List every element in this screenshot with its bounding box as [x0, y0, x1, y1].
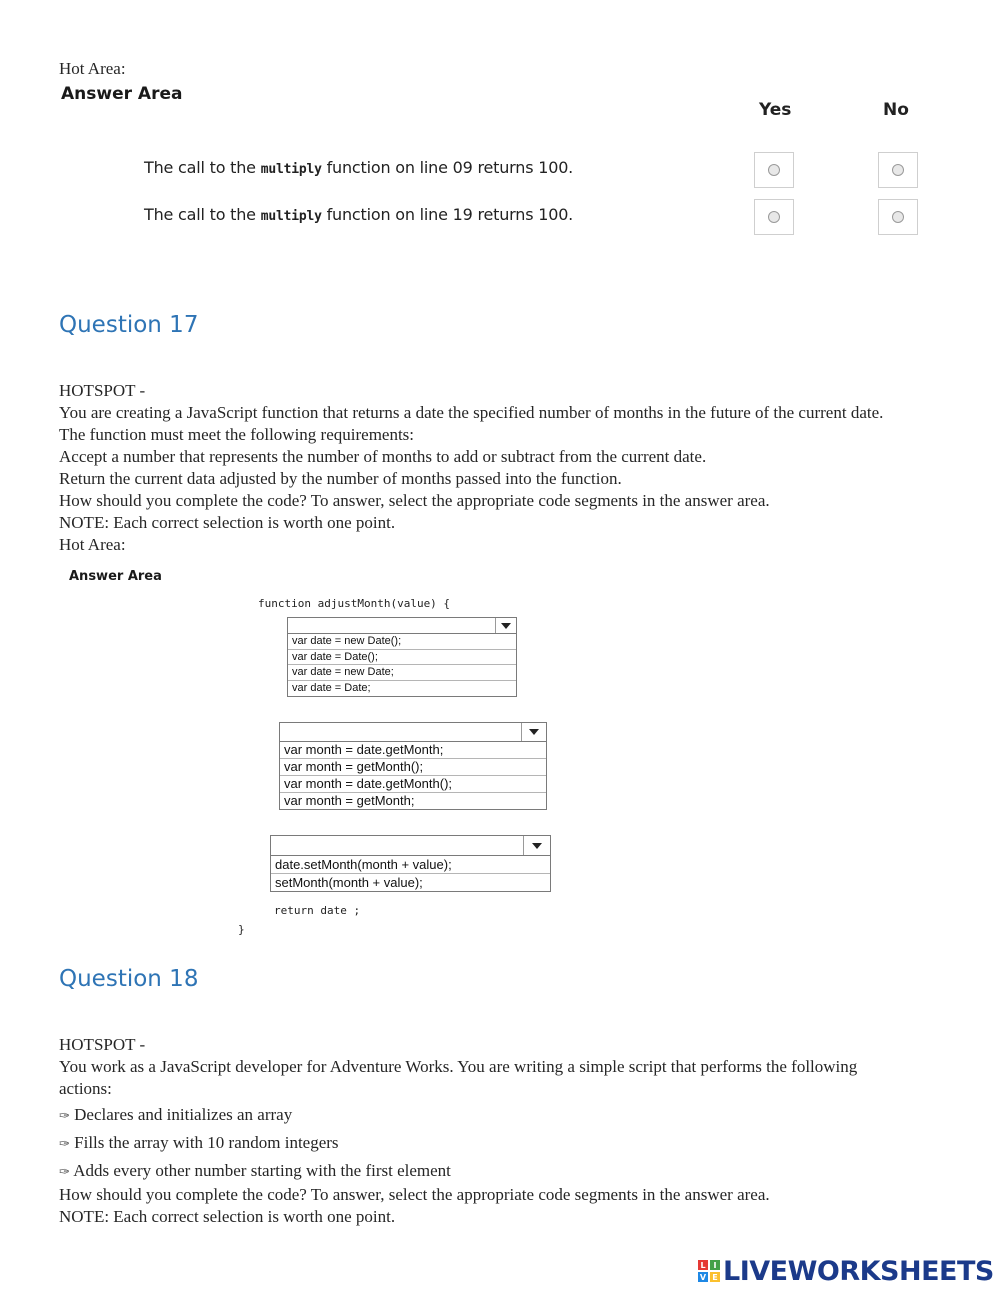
q17-answer-area — [60, 562, 580, 942]
liveworksheets-logo — [698, 1256, 994, 1286]
q18-bullet — [59, 1160, 959, 1184]
dropdown-option[interactable]: var month = date.getMonth(); — [280, 776, 546, 793]
bullet-text: Fills the array with 10 random integers — [74, 1133, 339, 1152]
radio-icon — [892, 164, 904, 176]
logo-tile: E — [710, 1272, 720, 1282]
logo-text: LIVEWORKSHEETS — [723, 1255, 994, 1287]
q16-statement-2 — [144, 205, 573, 224]
statement-text: function on line 09 returns 100. — [321, 158, 574, 177]
radio-icon — [768, 211, 780, 223]
q17-dropdown-month[interactable] — [279, 722, 547, 810]
q17-answer-area-title: Answer Area — [69, 569, 162, 584]
dropdown-option[interactable]: var month = date.getMonth; — [280, 742, 546, 759]
q18-heading: Question 18 — [59, 966, 199, 992]
q17-dropdown-setmonth[interactable] — [270, 835, 551, 892]
q16-answer-area-title: Answer Area — [61, 84, 183, 104]
q18-line: How should you complete the code? To answer, select the appropriate code segments in the answer area. — [59, 1185, 770, 1204]
q16-answer-area — [55, 80, 935, 250]
radio-icon — [892, 211, 904, 223]
chevron-down-icon[interactable] — [521, 723, 546, 741]
code-function-open: function adjustMonth(value) { — [258, 597, 451, 610]
q17-line: Hot Area: — [59, 535, 126, 554]
logo-tile: L — [698, 1260, 708, 1270]
dropdown-header[interactable] — [271, 836, 550, 856]
q17-body — [59, 380, 979, 556]
code-function-close: } — [238, 923, 245, 936]
q17-line: Return the current data adjusted by the number of months passed into the function. — [59, 469, 622, 488]
q18-bullet — [59, 1104, 959, 1128]
bullet-arrow-icon: ✑ — [59, 1137, 70, 1152]
q17-line: How should you complete the code? To answer, select the appropriate code segments in the answer area. — [59, 491, 770, 510]
dropdown-option[interactable]: var month = getMonth(); — [280, 759, 546, 776]
dropdown-option[interactable]: setMonth(month + value); — [275, 875, 423, 890]
q17-heading: Question 17 — [59, 312, 199, 338]
q18-line: actions: — [59, 1079, 112, 1098]
statement-text: function on line 19 returns 100. — [321, 205, 574, 224]
dropdown-option[interactable]: date.setMonth(month + value); — [271, 856, 550, 874]
q18-bullet — [59, 1132, 959, 1156]
statement-text: The call to the — [144, 205, 261, 224]
q17-line: The function must meet the following requirements: — [59, 425, 415, 444]
code-return: return date ; — [274, 904, 361, 917]
q16-s2-yes-radio[interactable] — [754, 199, 794, 235]
q18-line: HOTSPOT - — [59, 1035, 146, 1054]
statement-code: multiply — [260, 162, 322, 177]
dropdown-option[interactable]: var date = new Date(); — [288, 634, 516, 650]
dropdown-option[interactable]: var date = Date(); — [288, 650, 516, 666]
q18-line: You work as a JavaScript developer for Adventure Works. You are writing a simple script that performs the following — [59, 1057, 858, 1076]
q17-line: Accept a number that represents the number of months to add or subtract from the current date. — [59, 447, 707, 466]
logo-tile: I — [710, 1260, 720, 1270]
q16-statement-1 — [144, 158, 573, 177]
statement-code: multiply — [260, 209, 322, 224]
q16-s1-no-radio[interactable] — [878, 152, 918, 188]
q16-col-yes: Yes — [759, 100, 792, 120]
q17-line: You are creating a JavaScript function that returns a date the specified number of months in the future of the current date. — [59, 403, 884, 422]
statement-text: The call to the — [144, 158, 261, 177]
bullet-text: Adds every other number starting with the first element — [73, 1161, 451, 1180]
q17-line: NOTE: Each correct selection is worth one point. — [59, 513, 396, 532]
dropdown-option[interactable]: var month = getMonth; — [284, 793, 415, 808]
chevron-down-icon[interactable] — [495, 618, 516, 633]
q16-s2-no-radio[interactable] — [878, 199, 918, 235]
q17-line: HOTSPOT - — [59, 381, 146, 400]
q18-body — [59, 1034, 959, 1228]
radio-icon — [768, 164, 780, 176]
logo-tile: V — [699, 1272, 707, 1282]
logo-tiles-icon — [698, 1260, 720, 1282]
dropdown-option[interactable]: var date = Date; — [292, 681, 371, 694]
q18-line: NOTE: Each correct selection is worth one point. — [59, 1207, 396, 1226]
bullet-text: Declares and initializes an array — [74, 1105, 293, 1124]
dropdown-header[interactable] — [288, 618, 516, 634]
chevron-down-icon[interactable] — [523, 836, 550, 855]
q16-col-no: No — [883, 100, 909, 120]
dropdown-option[interactable]: var date = new Date; — [288, 665, 516, 681]
q17-dropdown-date[interactable] — [287, 617, 517, 697]
dropdown-header[interactable] — [280, 723, 546, 742]
bullet-arrow-icon: ✑ — [59, 1165, 70, 1180]
q16-s1-yes-radio[interactable] — [754, 152, 794, 188]
q16-hot-area-label: Hot Area: — [59, 59, 126, 78]
bullet-arrow-icon: ✑ — [59, 1109, 70, 1124]
